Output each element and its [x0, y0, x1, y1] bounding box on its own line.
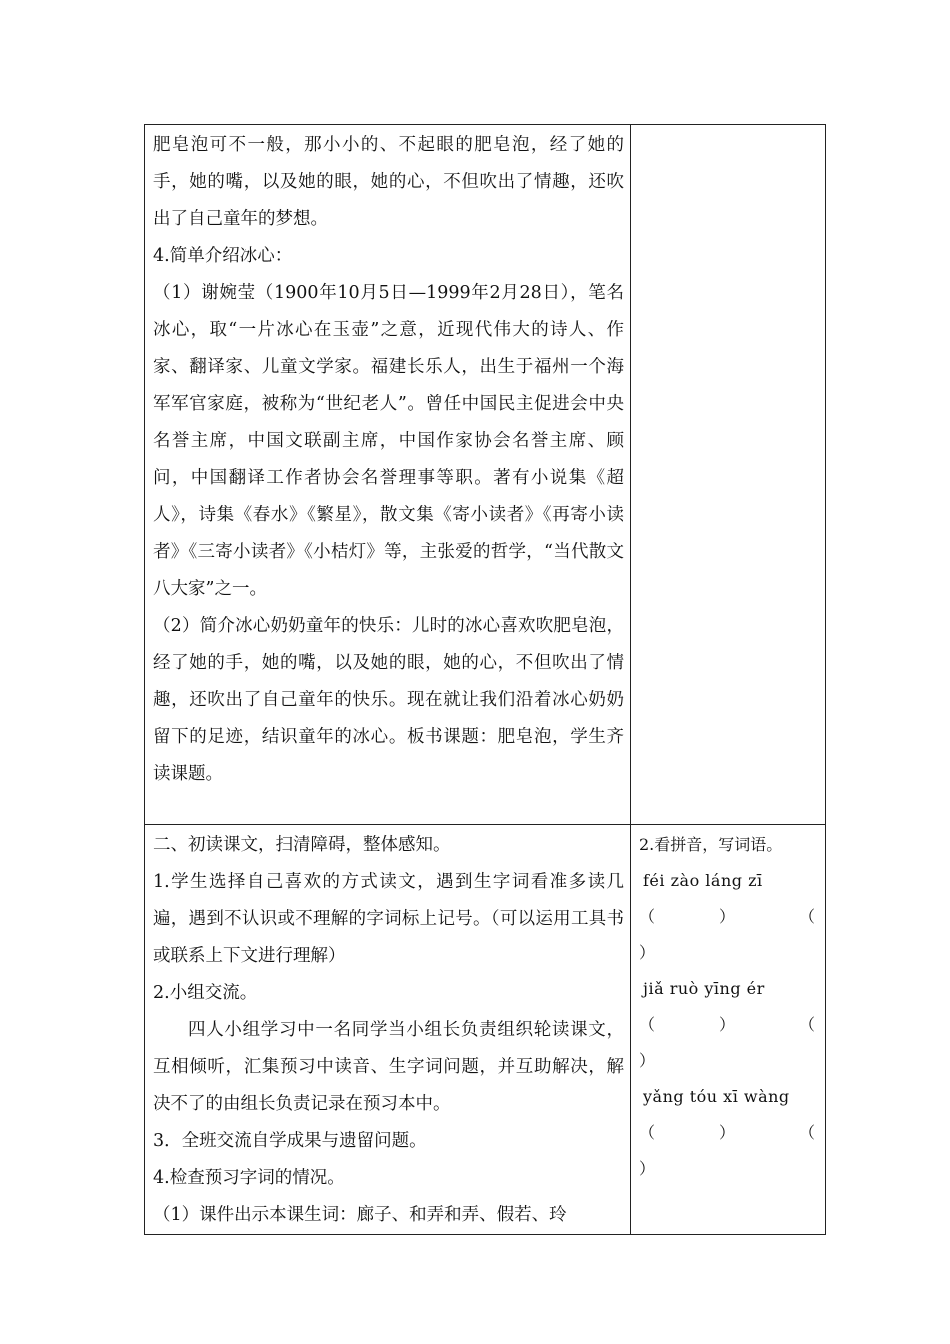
lesson-plan-table: [144, 124, 826, 1235]
paragraph: 肥皂泡可不一般，那小小的、不起眼的肥皂泡，经了她的手，她的嘴，以及她的眼，她的心，不但吹出了情趣，还吹出了自己童年的梦想。: [153, 135, 624, 229]
bracket-close: ）: [639, 1051, 656, 1070]
paragraph: 四人小组学习中一名同学当小组长负责组织轮读课文，互相倾听，汇集预习中读音、生字词问题，并互助解决，解决不了的由组长负责记录在预习本中。: [153, 1020, 624, 1114]
bracket-open: （: [639, 1015, 656, 1034]
table-row: [145, 125, 826, 825]
paragraph: （1）谢婉莹（1900年10月5日—1999年2月28日），笔名冰心，取“一片冰心在玉壶”之意，近现代伟大的诗人、作家、翻译家、儿童文学家。福建长乐人，出生于福州一个海军军官家庭，被称为“世纪老人”。曾任中国民主促进会中央名誉主席，中国文联副主席，中国作家协会名誉主席、顾问，中国翻译工作者协会名誉理事等职。著有小说集《超人》，诗集《春水》《繁星》，散文集《寄小读者》《再寄小读者》《三寄小读者》《小桔灯》等，主张爱的哲学，“当代散文八大家”之一。: [153, 283, 624, 599]
answer-blank: [639, 1115, 819, 1151]
bracket-close: ）: [639, 943, 656, 962]
notes-cell: [631, 125, 826, 825]
pinyin-line: jiǎ ruò yīng ér: [643, 979, 765, 998]
bracket-open: （: [798, 907, 815, 926]
answer-blank: [639, 899, 819, 935]
bracket-open: （: [798, 1123, 815, 1142]
teaching-process-cell: [145, 125, 631, 825]
exercise-cell: [631, 825, 826, 1235]
table-row: [145, 825, 826, 1235]
pinyin-line: yǎng tóu xī wàng: [643, 1087, 790, 1106]
paragraph: （2）简介冰心奶奶童年的快乐：儿时的冰心喜欢吹肥皂泡，经了她的手，她的嘴，以及她的眼，她的心，不但吹出了情趣，还吹出了自己童年的快乐。现在就让我们沿着冰心奶奶留下的足迹，结识童年的冰心。板书课题：肥皂泡，学生齐读课题。: [153, 616, 624, 784]
pinyin-line: féi zào láng zī: [643, 871, 763, 890]
answer-blank: [639, 1007, 819, 1043]
section-heading: 二、初读课文，扫清障碍，整体感知。: [153, 835, 451, 855]
bracket-close: ）: [718, 1123, 735, 1142]
paragraph: 2.小组交流。: [153, 983, 258, 1003]
paragraph: （1）课件出示本课生词：廊子、和弄和弄、假若、玲: [153, 1205, 567, 1225]
bracket-open: （: [639, 1123, 656, 1142]
paragraph: 1.学生选择自己喜欢的方式读文，遇到生字词看准多读几遍，遇到不认识或不理解的字词标上记号。（可以运用工具书或联系上下文进行理解）: [153, 872, 624, 966]
paragraph: 3．全班交流自学成果与遗留问题。: [153, 1131, 427, 1151]
bracket-close: ）: [718, 907, 735, 926]
bracket-close: ）: [639, 1159, 656, 1178]
teaching-process-cell: [145, 825, 631, 1235]
bracket-close: ）: [718, 1015, 735, 1034]
paragraph: 4.检查预习字词的情况。: [153, 1168, 345, 1188]
exercise-title: 2.看拼音，写词语。: [639, 835, 783, 854]
bracket-open: （: [798, 1015, 815, 1034]
bracket-open: （: [639, 907, 656, 926]
paragraph: 4.简单介绍冰心：: [153, 246, 293, 266]
